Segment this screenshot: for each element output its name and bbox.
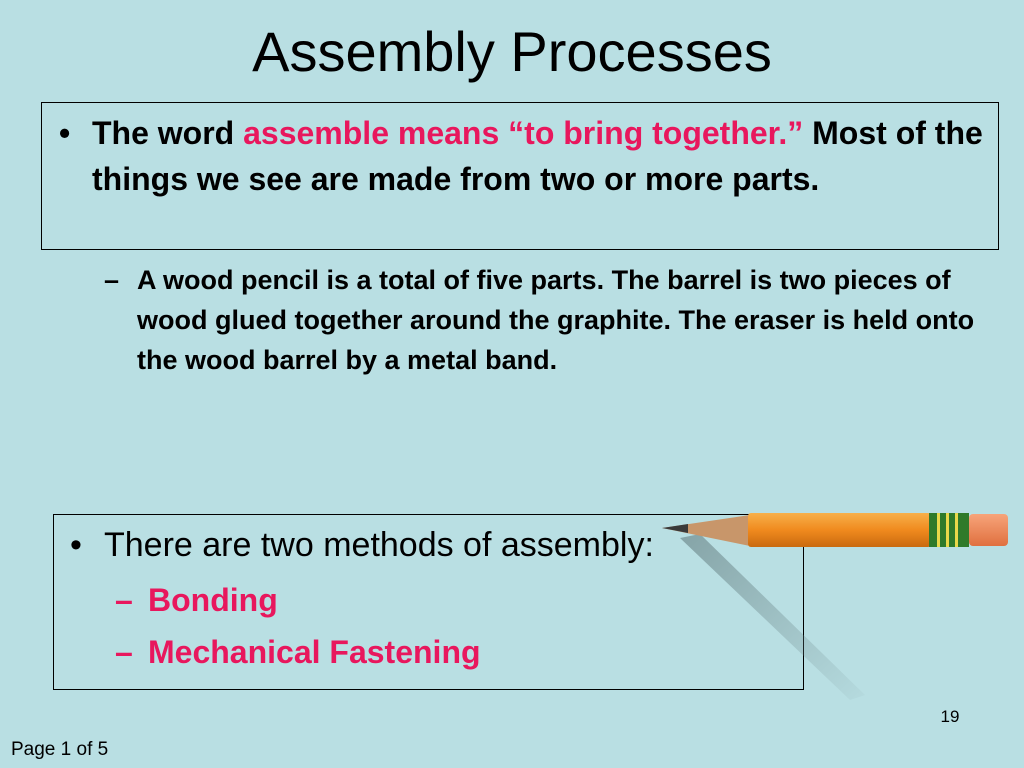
pencil-eraser	[969, 514, 1008, 546]
top-bullet-text-start: The word	[92, 115, 244, 151]
pencil-icon	[640, 500, 1024, 710]
top-bullet-text	[92, 110, 997, 202]
method-dash: –	[115, 582, 133, 618]
slide-number: 19	[940, 707, 960, 726]
page-indicator: Page 1 of 5	[11, 739, 109, 760]
sub-bullet-dash: –	[104, 265, 120, 295]
pencil-graphite	[662, 524, 688, 533]
bottom-bullet-text: There are two methods of assembly:	[104, 526, 654, 564]
method-dash: –	[115, 634, 133, 670]
pencil-barrel	[748, 513, 931, 547]
bottom-bullet-marker: •	[70, 526, 82, 564]
top-bullet-text-accent: assemble means “to bring together.”	[243, 115, 804, 151]
pencil-shadow	[680, 534, 865, 700]
sub-bullet-text: A wood pencil is a total of five parts. The barrel is two pieces of wood glued together around the graphite. The eraser is held onto the wood barrel by a metal band.	[137, 265, 975, 375]
top-bullet-marker: •	[59, 115, 71, 151]
slide-title: Assembly Processes	[252, 20, 772, 83]
method-bonding: Bonding	[148, 582, 278, 618]
method-mechanical-fastening: Mechanical Fastening	[148, 634, 481, 670]
top-bullet-text-end: Most of the things we see are made from two or more parts.	[92, 115, 983, 197]
